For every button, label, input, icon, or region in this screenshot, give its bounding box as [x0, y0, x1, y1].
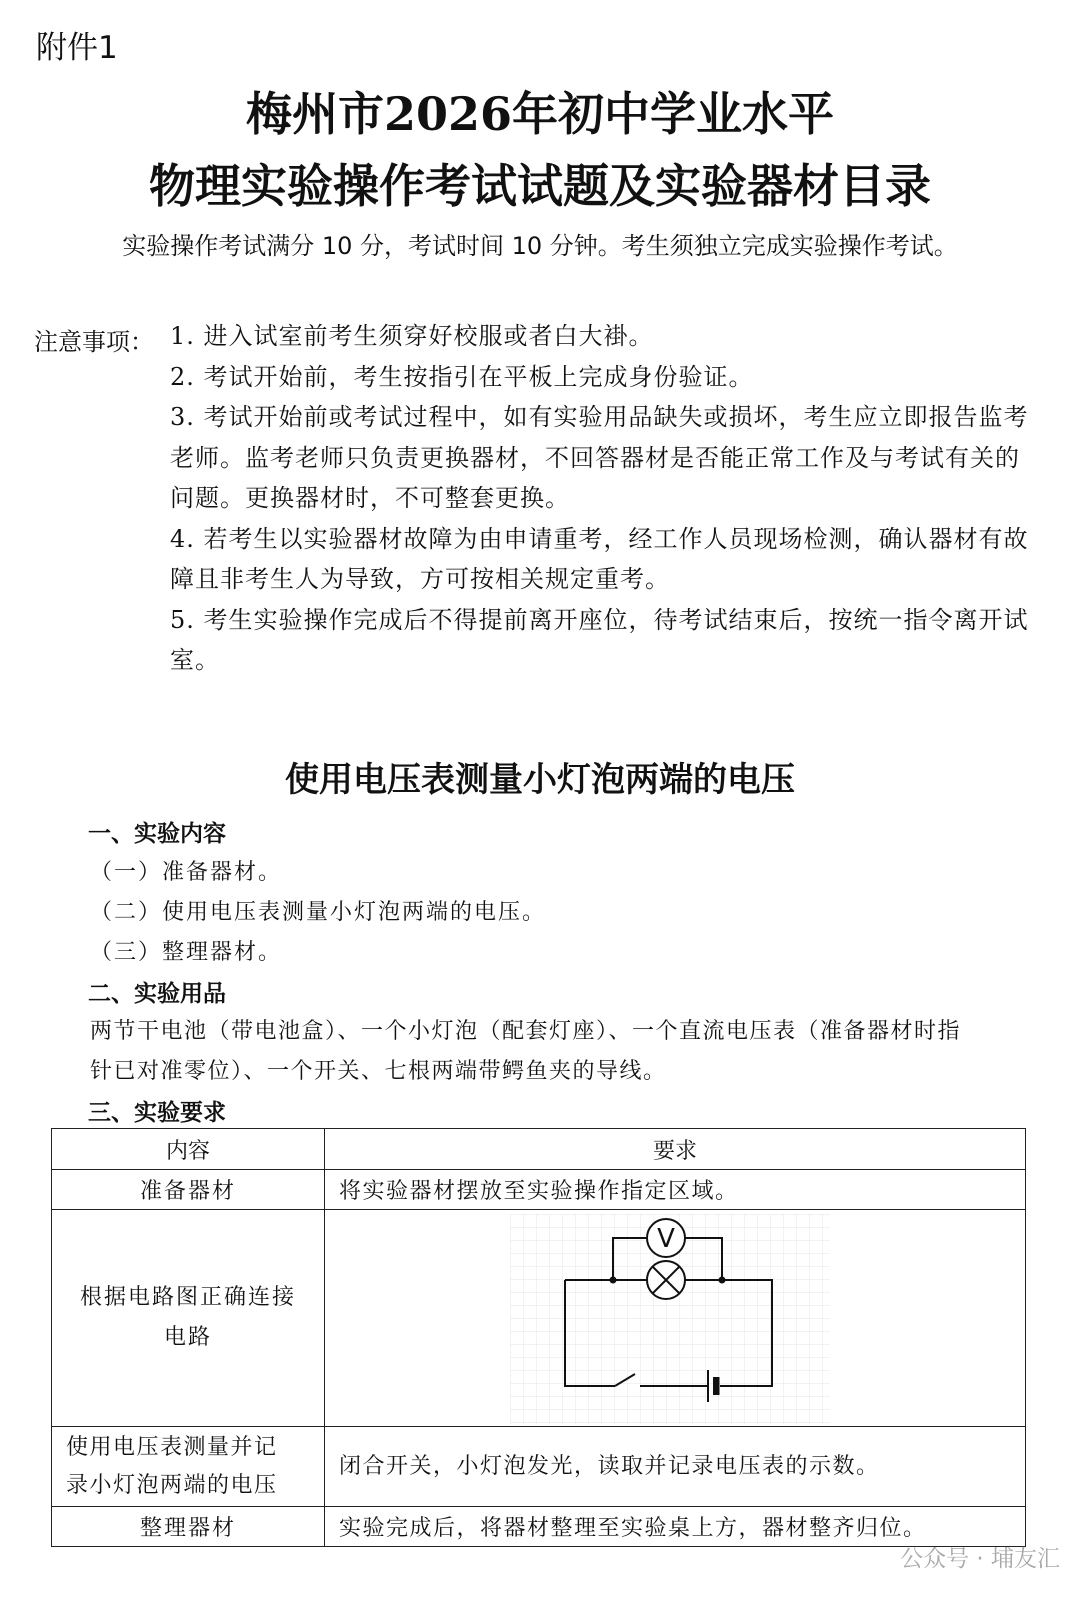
- row-content: [52, 1210, 325, 1427]
- page-title-line1: 梅州市2026年初中学业水平: [245, 87, 835, 141]
- note-item-5: 5. 考生实验操作完成后不得提前离开座位，待考试结束后，按统一指令离开试室。: [170, 605, 1029, 674]
- content-item-1: （一）准备器材。: [90, 860, 283, 885]
- supplies-line-2: 针已对准零位）、一个开关、七根两端带鳄鱼夹的导线。: [90, 1059, 667, 1084]
- table-row: [52, 1210, 1026, 1427]
- table-row: [52, 1507, 1026, 1547]
- voltmeter-symbol: V: [657, 1224, 675, 1254]
- section-heading-supplies: 二、实验用品: [88, 981, 226, 1007]
- row-content-line2: 录小灯泡两端的电压: [66, 1472, 278, 1498]
- content-item-2: （二）使用电压表测量小灯泡两端的电压。: [90, 900, 547, 925]
- row-requirement: 实验完成后，将器材整理至实验桌上方，器材整齐归位。: [325, 1507, 1026, 1547]
- section-heading-content: 一、实验内容: [88, 821, 226, 847]
- supplies-text: [90, 1012, 1020, 1092]
- page-title-line2: 物理实验操作考试试题及实验器材目录: [149, 159, 931, 213]
- attachment-label: 附件1: [36, 30, 118, 66]
- note-item-2: 2. 考试开始前，考生按指引在平板上完成身份验证。: [170, 362, 754, 391]
- row-requirement: 闭合开关，小灯泡发光，读取并记录电压表的示数。: [325, 1427, 1026, 1507]
- circuit-cell: [325, 1210, 1026, 1427]
- table-header-row: [52, 1129, 1026, 1170]
- note-item-1: 1. 进入试室前考生须穿好校服或者白大褂。: [170, 322, 654, 350]
- header-content: 内容: [52, 1129, 325, 1170]
- watermark: 公众号 · 埔友汇: [900, 1546, 1060, 1572]
- experiment-title: 使用电压表测量小灯泡两端的电压: [285, 760, 795, 800]
- row-requirement: 将实验器材摆放至实验操作指定区域。: [325, 1170, 1026, 1210]
- circuit-diagram: [510, 1214, 830, 1424]
- note-item-4: 4. 若考生以实验器材故障为由申请重考，经工作人员现场检测，确认器材有故障且非考生人为导致，方可按相关规定重考。: [170, 524, 1029, 593]
- row-content-line2: 电路: [163, 1325, 212, 1350]
- junction-dot-left: [610, 1277, 617, 1284]
- note-item-3: 3. 考试开始前或考试过程中，如有实验用品缺失或损坏，考生应立即报告监考老师。监考老师只负责更换器材，不回答器材是否能正常工作及与考试有关的问题。更换器材时，不可整套更换。: [170, 403, 1029, 512]
- table-row: [52, 1170, 1026, 1210]
- row-content: 整理器材: [52, 1507, 325, 1547]
- exam-info: 实验操作考试满分 10 分，考试时间 10 分钟。考生须独立完成实验操作考试。: [122, 232, 958, 260]
- section-heading-requirements: 三、实验要求: [88, 1100, 226, 1126]
- row-content-line1: 根据电路图正确连接: [79, 1285, 296, 1310]
- notes-label: 注意事项：: [34, 328, 154, 356]
- row-content: [52, 1427, 325, 1507]
- content-item-3: （三）整理器材。: [90, 940, 283, 965]
- row-content-line1: 使用电压表测量并记: [66, 1434, 278, 1460]
- supplies-line-1: 两节干电池（带电池盒）、一个小灯泡（配套灯座）、一个直流电压表（准备器材时指: [90, 1019, 962, 1044]
- notes-list: [170, 316, 1040, 681]
- table-row: [52, 1427, 1026, 1507]
- row-content: 准备器材: [52, 1170, 325, 1210]
- header-requirement: 要求: [325, 1129, 1026, 1170]
- requirements-table: [51, 1128, 1026, 1547]
- junction-dot-right: [719, 1277, 726, 1284]
